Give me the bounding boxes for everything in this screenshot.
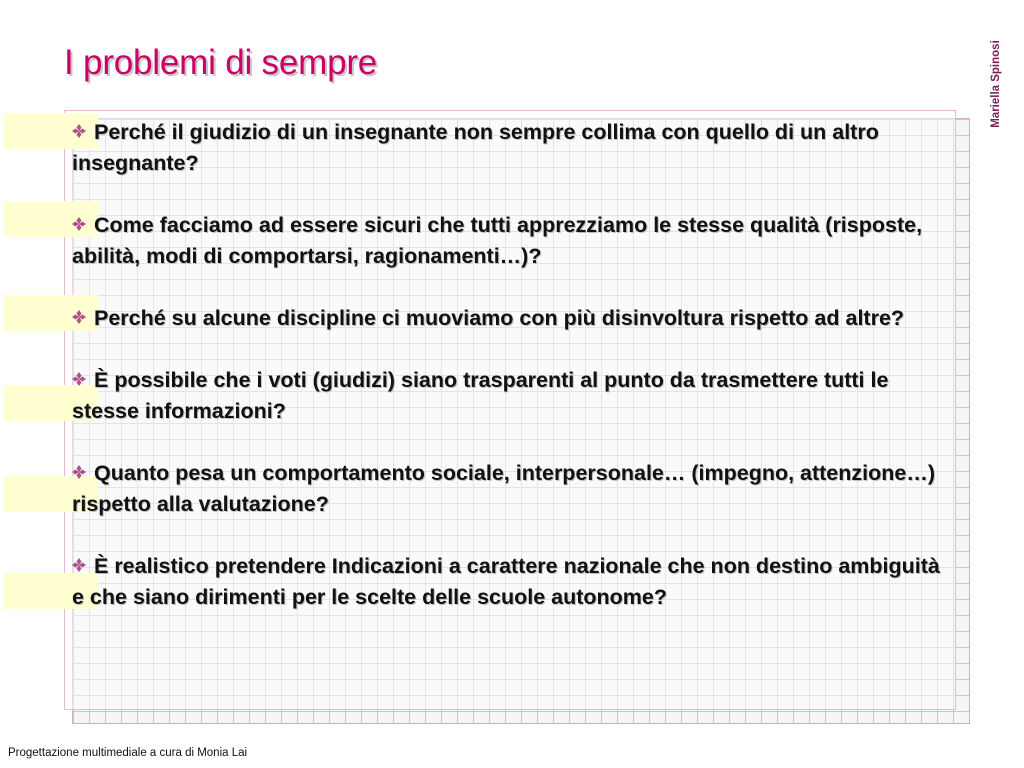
list-item [72,458,947,520]
author-vertical-label [986,34,1006,134]
list-item [72,210,947,272]
list-item [72,551,947,613]
list-item [72,365,947,427]
list-item-text: Quanto pesa un comportamento sociale, interpersonale… (impegno, attenzione…) rispetto alla valutazione? [72,461,936,516]
slide-title: I problemi di sempre [64,43,378,82]
author-name: Mariella Spinosi [990,40,1002,128]
footer-credit: Progettazione multimediale a cura di Monia Lai [8,747,248,759]
four-diamond-bullet-icon [72,310,86,324]
list-item-text: È possibile che i voti (giudizi) siano trasparenti al punto da trasmettere tutti le stesse informazioni? [72,368,889,423]
four-diamond-bullet-icon [72,124,86,138]
list-item-text: È realistico pretendere Indicazioni a carattere nazionale che non destino ambiguità e che siano dirimenti per le scelte delle scuole autonome? [72,554,940,609]
list-item-text: Perché il giudizio di un insegnante non sempre collima con quello di un altro insegnante? [72,120,879,175]
four-diamond-bullet-icon [72,372,86,386]
four-diamond-bullet-icon [72,558,86,572]
list-item [72,117,947,179]
list-item [72,303,947,334]
four-diamond-bullet-icon [72,217,86,231]
list-item-text: Perché su alcune discipline ci muoviamo con più disinvoltura rispetto ad altre? [94,306,905,330]
question-list [72,117,947,644]
list-item-text: Come facciamo ad essere sicuri che tutti apprezziamo le stesse qualità (risposte, abilità, modi di comportarsi, ragionamenti…)? [72,213,923,268]
four-diamond-bullet-icon [72,465,86,479]
